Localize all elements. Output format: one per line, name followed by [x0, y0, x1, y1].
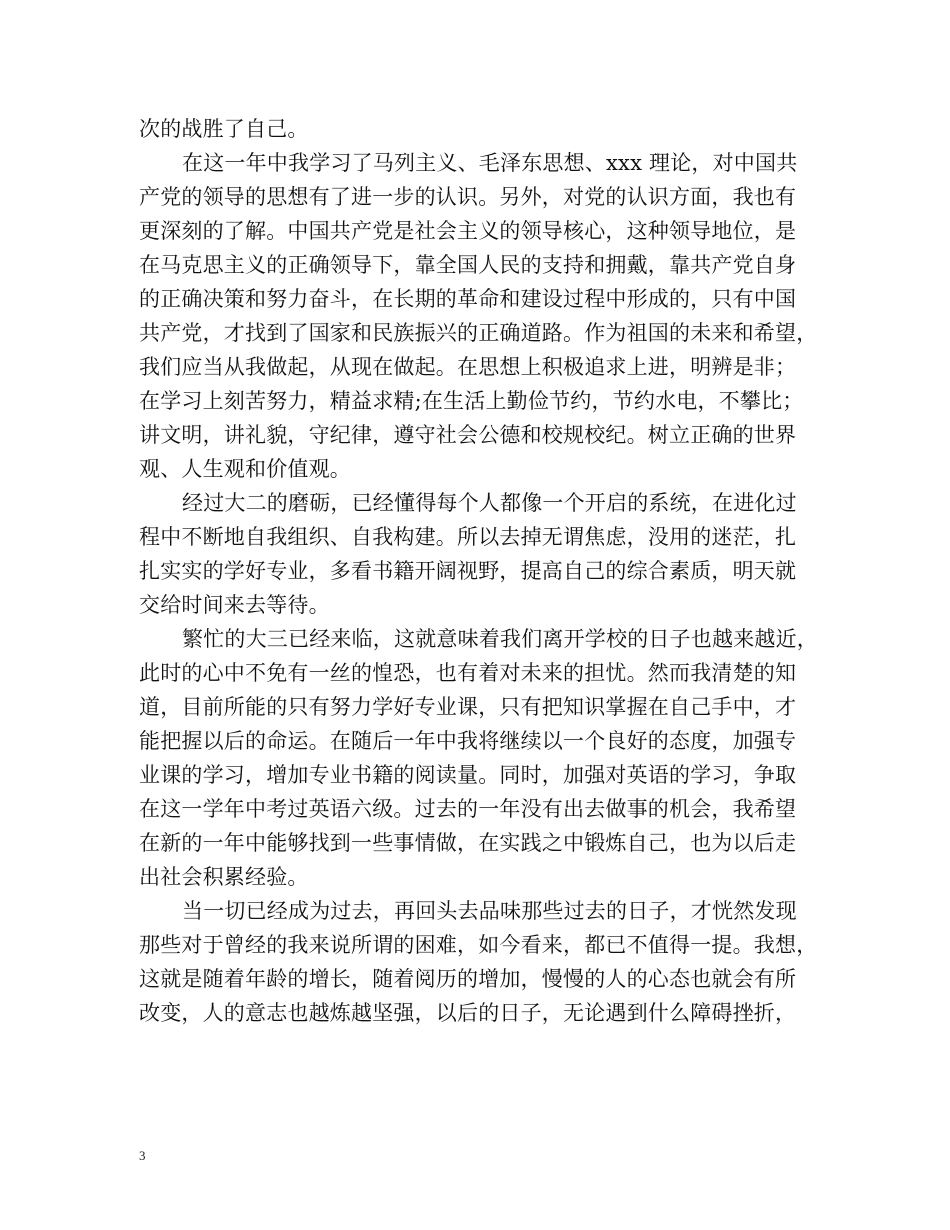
text-line: 此时的心中不免有一丝的惶恐，也有着对未来的担忧。然而我清楚的知	[139, 661, 797, 685]
paragraph-first-line: 经过大二的磨砺，已经懂得每个人都像一个开启的系统，在进化过	[182, 491, 797, 515]
paragraph-first-line: 在这一年中我学习了马列主义、毛泽东思想、xxx 理论，对中国共	[182, 151, 798, 175]
text-line: 次的战胜了自己。	[139, 117, 309, 141]
text-line: 扎实实的学好专业，多看书籍开阔视野，提高自己的综合素质，明天就	[139, 559, 797, 583]
text-line: 在学习上刻苦努力，精益求精;在生活上勤俭节约，节约水电，不攀比；	[139, 389, 804, 413]
text-line: 改变，人的意志也越炼越坚强，以后的日子，无论遇到什么障碍挫折，	[139, 1001, 797, 1025]
text-line: 的正确决策和努力奋斗，在长期的革命和建设过程中形成的，只有中国	[139, 287, 797, 311]
text-line: 那些对于曾经的我来说所谓的困难，如今看来，都已不值得一提。我想，	[139, 933, 818, 957]
text-line: 在马克思主义的正确领导下，靠全国人民的支持和拥戴，靠共产党自身	[139, 253, 797, 277]
text-line: 产党的领导的思想有了进一步的认识。另外，对党的认识方面，我也有	[139, 185, 797, 209]
text-line: 业课的学习，增加专业书籍的阅读量。同时，加强对英语的学习，争取	[139, 763, 797, 787]
text-line: 在这一学年中考过英语六级。过去的一年没有出去做事的机会，我希望	[139, 797, 797, 821]
text-line: 程中不断地自我组织、自我构建。所以去掉无谓焦虑，没用的迷茫，扎	[139, 525, 797, 549]
text-line: 这就是随着年龄的增长，随着阅历的增加，慢慢的人的心态也就会有所	[139, 967, 797, 991]
text-line: 更深刻的了解。中国共产党是社会主义的领导核心，这种领导地位，是	[139, 219, 797, 243]
paragraph-first-line: 当一切已经成为过去，再回头去品味那些过去的日子，才恍然发现	[182, 899, 797, 923]
text-line: 观、人生观和价值观。	[139, 457, 351, 481]
text-line: 讲文明，讲礼貌，守纪律，遵守社会公德和校规校纪。树立正确的世界	[139, 423, 797, 447]
text-line: 道，目前所能的只有努力学好专业课，只有把知识掌握在自己手中，才	[139, 695, 797, 719]
paragraph-first-line: 繁忙的大三已经来临，这就意味着我们离开学校的日子也越来越近，	[182, 627, 818, 651]
text-line: 出社会积累经验。	[139, 865, 309, 889]
text-line: 在新的一年中能够找到一些事情做，在实践之中锻炼自己，也为以后走	[139, 831, 797, 855]
page-number: 3	[139, 1148, 146, 1163]
text-line: 共产党，才找到了国家和民族振兴的正确道路。作为祖国的未来和希望，	[139, 321, 818, 345]
document-body	[139, 112, 818, 1030]
text-line: 交给时间来去等待。	[139, 593, 330, 617]
text-line: 能把握以后的命运。在随后一年中我将继续以一个良好的态度，加强专	[139, 729, 797, 753]
text-line: 我们应当从我做起，从现在做起。在思想上积极追求上进，明辨是非；	[139, 355, 797, 379]
